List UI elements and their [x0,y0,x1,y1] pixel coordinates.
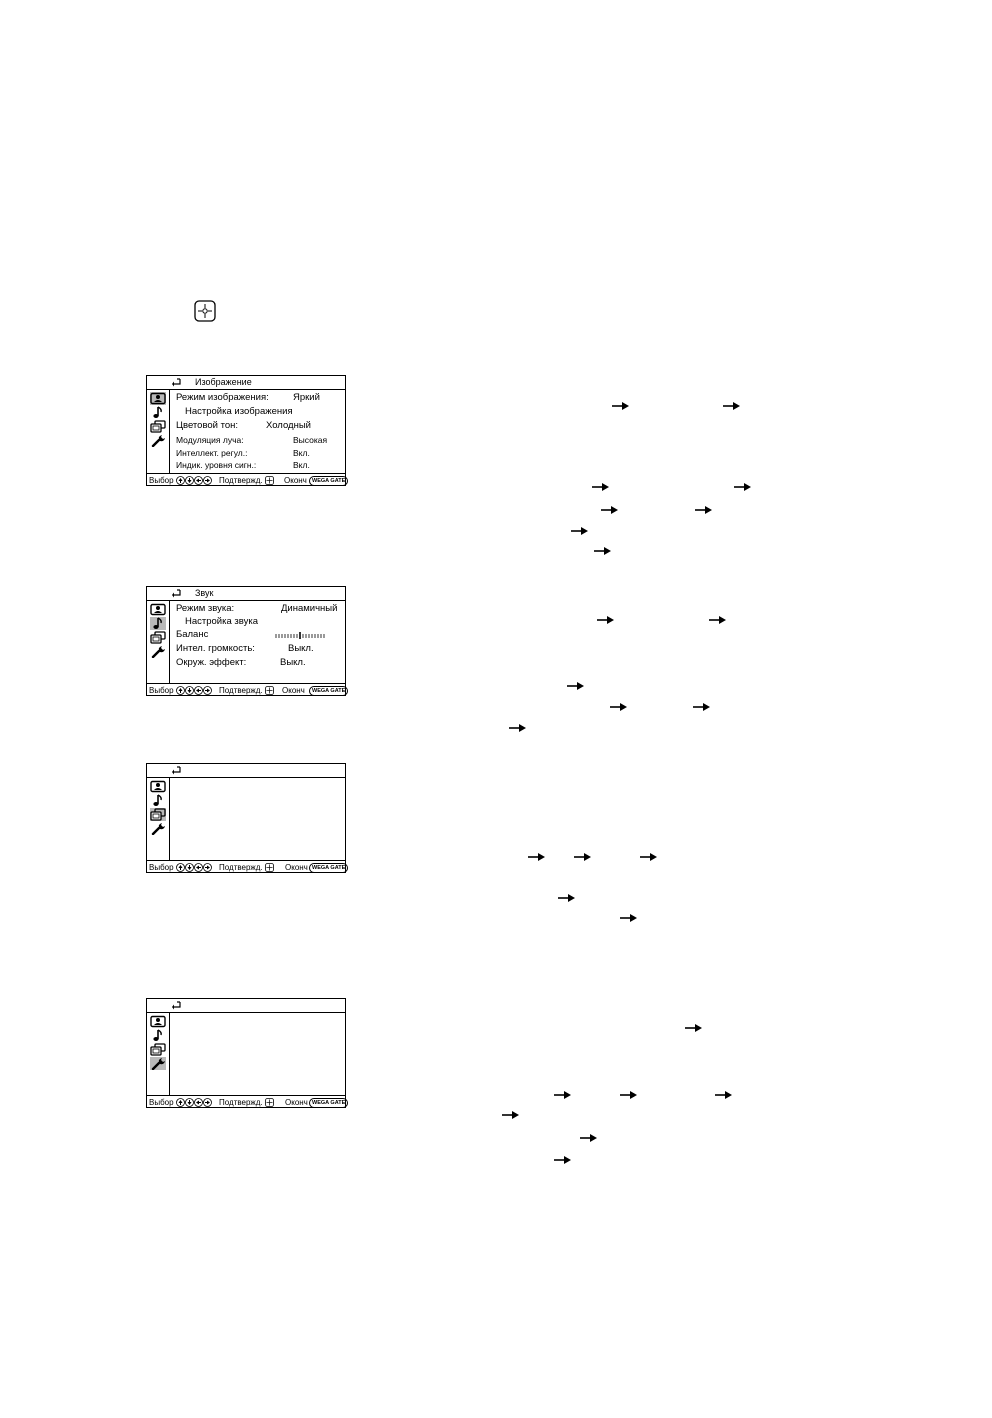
menu-row-label[interactable]: Окруж. эффект: [176,657,247,668]
menu-row-value: Яркий [293,392,320,403]
joystick-small-icon [265,686,274,695]
menu-row-label[interactable]: Баланс [176,629,209,640]
arrow-right-icon [612,401,630,411]
arrow-right-icon [528,852,546,862]
arrow-right-icon [509,723,527,733]
menu-row-value: Выкл. [288,643,314,654]
return-icon[interactable] [171,587,183,600]
wega-gate-badge: WEGA GATE [309,863,348,873]
arrow-right-icon [571,526,589,536]
confirm-label: Подтвержд. [219,476,263,485]
menu-footer [147,683,345,697]
features-menu [146,763,346,873]
wega-gate-badge: WEGA GATE [309,686,348,696]
arrow-right-icon [554,1090,572,1100]
return-icon[interactable] [171,764,183,777]
arrow-right-icon [620,1090,638,1100]
note-icon[interactable] [150,794,166,807]
menu-footer [147,860,345,874]
features-icon[interactable] [150,1043,166,1056]
picture-icon[interactable] [150,392,166,405]
menu-row-label[interactable]: Цветовой тон: [176,420,239,431]
menu-row-label[interactable]: Интеллект. регул.: [176,448,248,458]
select-label: Выбор [149,476,174,485]
menu-title: Изображение [195,377,252,387]
features-icon[interactable] [150,420,166,433]
menu-row-label[interactable]: Настройка звука [185,616,258,627]
joystick-small-icon [265,476,274,485]
menu-header [147,587,345,601]
confirm-label: Подтвержд. [219,863,263,872]
arrow-right-icon [580,1133,598,1143]
note-icon[interactable] [150,406,166,419]
note-icon[interactable] [150,617,166,630]
joystick-icon [194,300,216,322]
menu-title: Звук [195,588,214,598]
features-icon[interactable] [150,631,166,644]
arrow-right-icon [610,702,628,712]
arrow-right-icon [620,913,638,923]
arrow-right-icon [594,546,612,556]
picture-icon[interactable] [150,780,166,793]
arrow-right-icon [554,1155,572,1165]
menu-row-value: Вкл. [293,448,310,458]
arrow-right-icon [502,1110,520,1120]
wrench-icon[interactable] [150,822,166,835]
navigation-arrows-icon [176,863,212,872]
joystick-small-icon [265,863,274,872]
menu-header [147,764,345,778]
menu-icon-column [147,1013,170,1095]
select-label: Выбор [149,686,174,695]
arrow-right-icon [693,702,711,712]
arrow-right-icon [709,615,727,625]
select-label: Выбор [149,1098,174,1107]
setup-menu [146,998,346,1108]
menu-row-value: Вкл. [293,460,310,470]
menu-row-label[interactable]: Интел. громкость: [176,643,255,654]
menu-icon-column [147,390,170,473]
arrow-right-icon [734,482,752,492]
arrow-right-icon [685,1023,703,1033]
balance-slider[interactable] [275,632,325,639]
menu-row-value: Высокая [293,435,328,445]
menu-icon-column [147,601,170,683]
arrow-right-icon [601,505,619,515]
menu-row-label[interactable]: Режим звука: [176,603,235,614]
menu-row-label[interactable]: Индик. уровня сигн.: [176,460,257,470]
return-icon[interactable] [171,376,183,389]
arrow-right-icon [574,852,592,862]
arrow-right-icon [597,615,615,625]
navigation-arrows-icon [176,1098,212,1107]
menu-header [147,376,345,390]
picture-menu [146,375,346,486]
wrench-icon[interactable] [150,645,166,658]
wega-gate-badge: WEGA GATE [309,1098,348,1108]
select-label: Выбор [149,863,174,872]
return-icon[interactable] [171,999,183,1012]
menu-footer [147,473,345,487]
note-icon[interactable] [150,1029,166,1042]
wrench-icon[interactable] [150,434,166,447]
menu-footer [147,1095,345,1109]
confirm-label: Подтвержд. [219,1098,263,1107]
arrow-right-icon [592,482,610,492]
picture-icon[interactable] [150,603,166,616]
menu-icon-column [147,778,170,860]
navigation-arrows-icon [176,686,212,695]
navigation-arrows-icon [176,476,212,485]
exit-label: Оконч [285,1098,308,1107]
menu-row-label[interactable]: Режим изображения: [176,392,269,403]
joystick-small-icon [265,1098,274,1107]
menu-row-value: Динамичный [281,603,338,614]
arrow-right-icon [723,401,741,411]
sound-menu [146,586,346,696]
wrench-icon[interactable] [150,1057,166,1070]
arrow-right-icon [695,505,713,515]
menu-header [147,999,345,1013]
confirm-label: Подтвержд. [219,686,263,695]
arrow-right-icon [558,893,576,903]
menu-row-label[interactable]: Модуляция луча: [176,435,244,445]
menu-row-label[interactable]: Настройка изображения [185,406,293,417]
exit-label: Оконч [284,476,307,485]
arrow-right-icon [640,852,658,862]
menu-row-value: Выкл. [280,657,306,668]
wega-gate-badge: WEGA GATE [309,476,348,486]
arrow-right-icon [567,681,585,691]
exit-label: Оконч [282,686,305,695]
menu-row-value: Холодный [266,420,311,431]
picture-icon[interactable] [150,1015,166,1028]
exit-label: Оконч [285,863,308,872]
arrow-right-icon [715,1090,733,1100]
features-icon[interactable] [150,808,166,821]
